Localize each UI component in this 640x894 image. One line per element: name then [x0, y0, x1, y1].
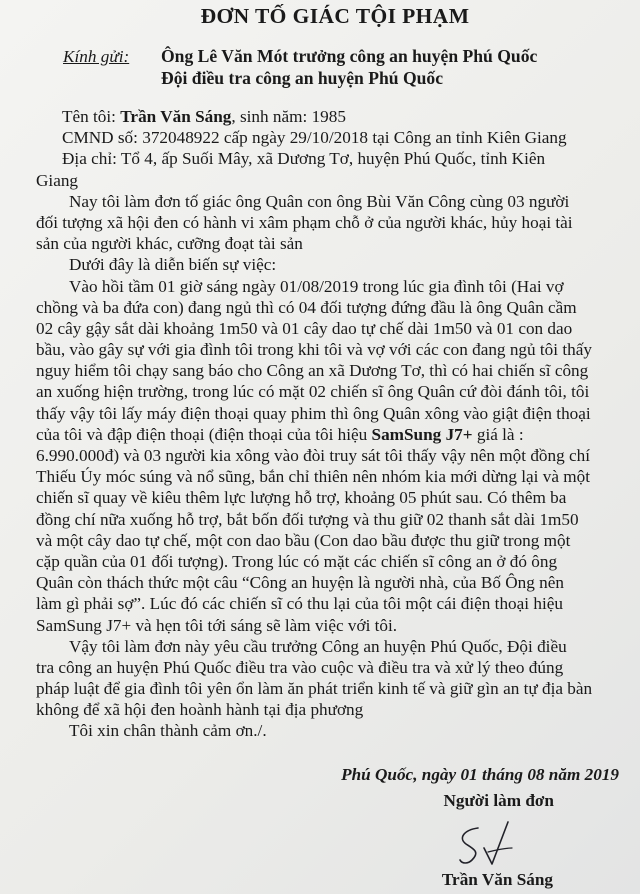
id-card-line: CMND số: 372048922 cấp ngày 29/10/2018 tại Công an tỉnh Kiên Giang: [62, 128, 567, 148]
recipient-lines: [161, 46, 537, 90]
story-line: Thiếu Úy móc súng và nổ sũng, bắn chỉ thiên nên nhóm kia mới dừng lại và một: [36, 467, 590, 487]
story-line: đồng chí nữa xuống hỗ trợ, bắt bốn đối tượng và thu giữ 02 thanh sắt dài 1m50: [36, 509, 579, 529]
date-place: Phú Quốc: [341, 765, 414, 784]
story-line: nguy hiểm tôi chạy sang báo cho Công an xã Dương Tơ, thì có hai chiến sĩ công: [36, 361, 589, 381]
request-line: Vậy tôi làm đơn này yêu cầu trưởng Công an huyện Phú Quốc, Đội điều: [69, 636, 567, 656]
recipient-line: Ông Lê Văn Mót trưởng công an huyện Phú Quốc: [161, 46, 538, 66]
recipient-label: Kính gửi:: [63, 47, 130, 66]
story-line: 02 cây gậy sắt dài khoảng 1m50 và 01 cây dao tự chế dài 1m50 và 01 con dao: [36, 318, 573, 338]
document-title: ĐƠN TỐ GIÁC TỘI PHẠM: [200, 4, 470, 28]
signer-label: Người làm đơn: [443, 791, 554, 810]
story-line: cặp quần của 01 đối tượng). Trong lúc có mặt các chiến sĩ công an ở đó ông: [36, 551, 558, 571]
phone-model: SamSung J7+: [371, 424, 473, 444]
name-prefix: Tên tôi:: [62, 107, 121, 126]
applicant-name: Trần Văn Sáng: [120, 107, 232, 126]
address-line: Giang: [36, 170, 79, 190]
recipient-line: Đội điều tra công an huyện Phú Quốc: [161, 68, 444, 88]
story-line: Quân còn thách thức một câu “Công an huyện là người nhà, của Bố Ông nên: [36, 573, 564, 593]
intro-line: sản của người khác, cưỡng đoạt tài sản: [36, 234, 303, 254]
phone-line-suffix: giá là :: [472, 424, 524, 444]
story-line: an xuống hiện trường, trong lúc có mặt 02 chiến sĩ ông Quân cứ đòi đánh tôi, tôi: [36, 382, 590, 402]
story-line: Vào hồi tầm 01 giờ sáng ngày 01/08/2019 trong lúc gia đình tôi (Hai vợ: [69, 276, 564, 296]
story-line: chồng và ba đứa con) đang ngủ thì có 04 đối tượng đứng đầu là ông Quân cầm: [36, 297, 577, 317]
story-line: và một cây dao tự chế, một con dao bầu (Con dao bầu được thu giữ trong một: [36, 530, 571, 550]
intro-line: Nay tôi làm đơn tố giác ông Quân con ông Bùi Văn Công cùng 03 người: [69, 191, 570, 211]
document-body: [36, 106, 630, 742]
story-line: bầu, vào gây sự với gia đình tôi trong khi tôi và vợ với các con đang ngủ tôi thấy: [36, 340, 592, 360]
story-line: làm gì phải sợ”. Lúc đó các chiến sĩ có thu lại của tôi một cái điện thoại hiệu: [36, 594, 563, 614]
request-line: tra công an huyện Phú Quốc điều tra vào cuộc và điều tra và xử lý theo đúng: [36, 657, 564, 677]
story-line: 6.990.000đ) và 03 người kia xông vào đòi truy sát tôi thấy vậy nên một đồng chí: [36, 446, 591, 465]
applicant-name-line: [36, 106, 630, 127]
story-line: thấy vậy tôi lấy máy điện thoại quay phim thì ông Quân xông vào giật điện thoại: [36, 403, 591, 423]
name-suffix: , sinh năm: 1985: [231, 107, 346, 126]
date-rest: , ngày 01 tháng 08 năm 2019: [413, 765, 619, 784]
events-heading: Dưới đây là diễn biến sự việc:: [69, 255, 277, 275]
story-line: SamSung J7+ và hẹn tôi tới sáng sẽ làm việc với tôi.: [36, 615, 398, 635]
request-line: pháp luật để gia đình tôi yên ổn làm ăn phát triển kinh tế và giữ gìn an tự địa bàn: [36, 679, 593, 699]
address-line: Địa chỉ: Tổ 4, ấp Suối Mây, xã Dương Tơ, huyện Phú Quốc, tỉnh Kiên: [62, 149, 546, 169]
recipient-block: [63, 46, 630, 90]
phone-line: [36, 424, 630, 445]
phone-line-prefix: của tôi và đập điện thoại (điện thoại của tôi hiệu: [36, 424, 372, 444]
story-line: chiến sĩ quay về kiêu thêm lực lượng hỗ trợ, khoảng 05 phút sau. Có thêm ba: [36, 488, 567, 508]
intro-line: đối tượng xã hội đen có hành vi xâm phạm chỗ ở của người khác, hủy hoại tài: [36, 212, 573, 232]
signer-name: Trần Văn Sáng: [441, 870, 553, 889]
signature-mark: [448, 818, 528, 874]
request-line: không để xã hội đen hoành hành tại địa phương: [36, 700, 364, 720]
thanks-line: Tôi xin chân thành cảm ơn./.: [69, 721, 267, 741]
date-place-line: [341, 764, 619, 785]
